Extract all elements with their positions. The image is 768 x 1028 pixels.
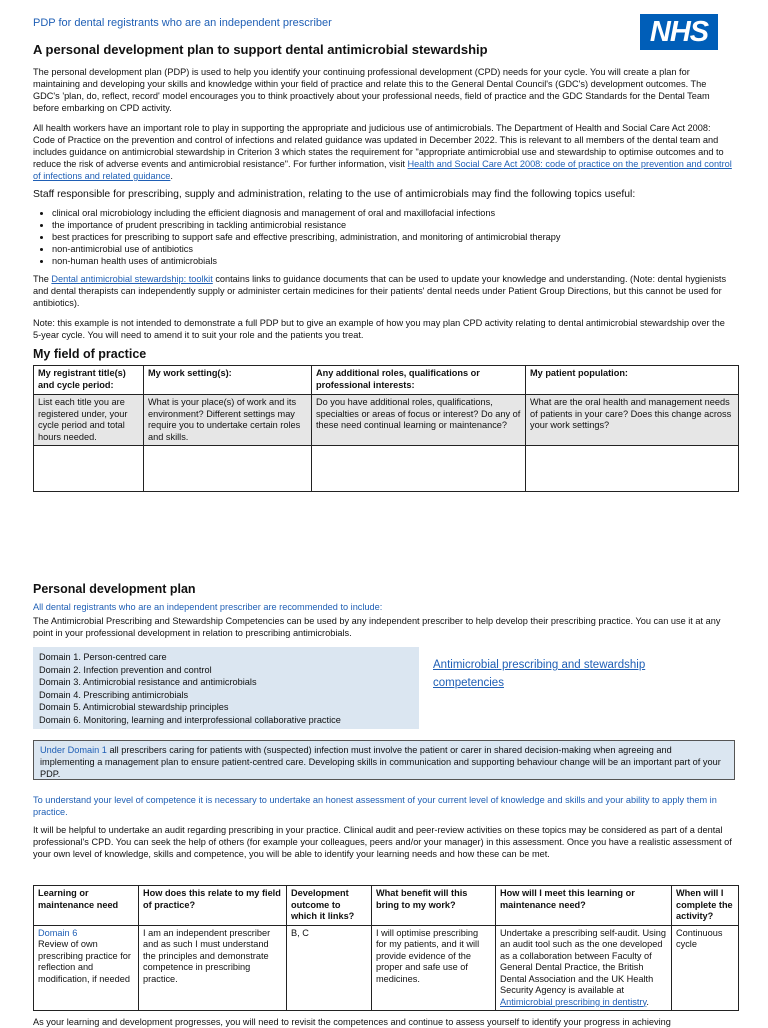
- entry-cell[interactable]: [526, 446, 739, 492]
- when-cell: Continuous cycle: [672, 925, 739, 1011]
- column-header: How will I meet this learning or maintenance need?: [496, 886, 672, 926]
- column-header: My work setting(s):: [144, 366, 312, 395]
- staff-topics-heading: Staff responsible for prescribing, supply and administration, relating to the use of antimicrobials may find the following topics useful:: [33, 189, 636, 200]
- list-item: • best practices for prescribing to support safe and effective prescribing, administration, and monitoring of antimicrobial therapy: [52, 231, 752, 243]
- intro-paragraph-pdp: The personal development plan (PDP) is used to help you identify your continuing professional development (CPD) needs for your cycle. You will create a plan for maintaining and developing your skills and knowledge within your field of practice and relate this to the General Dental Council's (GDC's) development outcomes. The GDC's 'plan, do, reflect, record' model encourages you to think proactively about your professional needs, field of practice and the GDC Standards for the Dental Team before embarking on CPD activity.: [33, 67, 710, 113]
- document-subtitle: PDP for dental registrants who are an independent prescriber: [33, 17, 332, 29]
- column-header: Any additional roles, qualifications or professional interests:: [312, 366, 526, 395]
- entry-cell[interactable]: [34, 446, 144, 492]
- domain-item: Domain 3. Antimicrobial resistance and antimicrobials: [39, 677, 257, 687]
- toolkit-paragraph: The Dental antimicrobial stewardship: toolkit contains links to guidance documents that can be used to update your knowledge and understanding. (Note: dental hygienists and dental therapists can independently supply or administer certain medicines for their patients' dental needs under Patient Group Directions, but this cannot be used for antibiotics).: [33, 274, 727, 308]
- outcome-cell: B, C: [287, 925, 372, 1011]
- relate-cell: I am an independent prescriber and as such I must understand the principles and demonstrate competence in prescribing practice.: [139, 925, 287, 1011]
- domain-item: Domain 6. Monitoring, learning and interprofessional collaborative practice: [39, 714, 341, 725]
- column-header: Learning or maintenance need: [34, 886, 139, 926]
- column-header: What benefit will this bring to my work?: [372, 886, 496, 926]
- entry-cell[interactable]: [144, 446, 312, 492]
- list-item: • the importance of prudent prescribing in tackling antimicrobial resistance: [52, 219, 752, 231]
- intro-paragraph-act: All health workers have an important role to play in supporting the appropriate and judicious use of antimicrobials. The Department of Health and Social Care Act 2008: Code of Practice on the prevention and control of infections and related guidance was updated in December 2022. This is relevant to all members of the dental team and includes guidance on antimicrobial stewardship in Criterion 3 which states the requirement for "appropriate antimicrobial use and stewardship to optimise outcomes and to reduce the risk of adverse events and antimicrobial resistance". For further information, visit Health and Social Care Act 2008: code of practice on the prevention and control of infections and related guidance.: [33, 123, 732, 181]
- plan-table: [33, 885, 739, 1011]
- column-header: When will I complete the activity?: [672, 886, 739, 926]
- assessment-text: To understand your level of competence it is necessary to undertake an honest assessment of your current level of knowledge and skills and your ability to apply them in practice.: [33, 795, 717, 817]
- recommend-text: All dental registrants who are an independent prescriber are recommended to include:: [33, 602, 383, 612]
- entry-cell[interactable]: [312, 446, 526, 492]
- column-header: My registrant title(s) and cycle period:: [34, 366, 144, 395]
- column-header: Development outcome to which it links?: [287, 886, 372, 926]
- domain-item: Domain 5. Antimicrobial stewardship principles: [39, 702, 229, 712]
- audit-paragraph: It will be helpful to undertake an audit regarding prescribing in your practice. Clinical audit and peer-review activities on these topics may be considered as part of a dental professional's CPD. You can seek the help of others (for example your colleagues, peers and/or your manager) in this assessment. Once you have a realistic assessment of your own level of knowledge, skills and competence, you will be able to identify your learning needs and how these can be met.: [33, 825, 732, 859]
- domain1-box: Under Domain 1 all prescribers caring for patients with (suspected) infection must involve the patient or carer in shared decision-making when agreeing and implementing a management plan to ensure patient-centred care. Developing skills in communication and supporting behaviour change will be an important part of your PDP.: [33, 740, 735, 780]
- toolkit-link[interactable]: Dental antimicrobial stewardship: toolkit: [51, 274, 213, 284]
- act-text: All health workers have an important role to play in supporting the appropriate and judicious use of antimicrobials. The Department of Health and Social Care Act 2008: Code of Practice on the prevention and control of infections and related guidance was updated in December 2022. This is relevant to all members of the dental team and includes guidance on antimicrobial stewardship in Criterion 3 which states the requirement for "appropriate antimicrobial use and stewardship to optimise outcomes and to reduce the risk of adverse events and antimicrobial resistance". For further information, visit: [33, 123, 724, 169]
- nhs-logo: NHS: [640, 14, 718, 50]
- need-cell: Domain 6 Review of own prescribing practice for reflection and modification, if needed: [34, 925, 139, 1011]
- column-header: How does this relate to my field of practice?: [139, 886, 287, 926]
- field-of-practice-table: [33, 365, 739, 492]
- list-item: • non-human health uses of antimicrobials: [52, 255, 752, 267]
- domains-box: [33, 647, 419, 729]
- dentistry-link[interactable]: Antimicrobial prescribing in dentistry: [500, 996, 647, 1007]
- prompt-cell: What are the oral health and management needs of patients in your care? Does this change across your work settings?: [526, 395, 739, 446]
- pdp-heading: Personal development plan: [33, 582, 196, 596]
- domain1-link[interactable]: Under Domain 1: [40, 745, 107, 755]
- footer-text: As your learning and development progresses, you will need to revisit the competences and continue to assess yourself to identify your progress in achieving: [33, 1017, 671, 1027]
- topics-list: [18, 207, 752, 267]
- domain-item: Domain 4. Prescribing antimicrobials: [39, 689, 189, 700]
- prompt-cell: What is your place(s) of work and its environment? Different settings may require you to undertake certain roles and skills.: [144, 395, 312, 446]
- prompt-cell: Do you have additional roles, qualifications, specialties or areas of focus or interest? Do any of these need continual learning or maintenance?: [312, 395, 526, 446]
- benefit-cell: I will optimise prescribing for my patients, and it will provide evidence of the proper and safe use of medicines.: [372, 925, 496, 1011]
- note-paragraph: Note: this example is not intended to demonstrate a full PDP but to give an example of how you may plan CPD activity relating to dental antimicrobial stewardship over the 5-year cycle. You will need to amend it to suit your role and the patients you treat.: [33, 318, 725, 340]
- field-heading: My field of practice: [33, 347, 147, 361]
- list-item: • clinical oral microbiology including the efficient diagnosis and management of oral and maxillofacial infections: [52, 207, 752, 219]
- list-item: • non-antimicrobial use of antibiotics: [52, 243, 752, 255]
- prompt-cell: List each title you are registered under, your cycle period and total hours needed.: [34, 395, 144, 446]
- domain6-link[interactable]: Domain 6: [38, 927, 78, 938]
- meet-cell: Undertake a prescribing self-audit. Using an audit tool such as the one developed as a collaboration between Faculty of General Dental Practice, the British Dental Association and the UK Health Security Agency is available at Antimicrobial prescribing in dentistry.: [496, 925, 672, 1011]
- column-header: My patient population:: [526, 366, 739, 395]
- competencies-paragraph: The Antimicrobial Prescribing and Stewardship Competencies can be used by any independent prescriber to help develop their prescribing practice. You can use it at any point in your professional development in relation to prescribing antimicrobials.: [33, 616, 721, 638]
- page-title: A personal development plan to support dental antimicrobial stewardship: [33, 42, 488, 57]
- table-row: [34, 925, 739, 1011]
- domain-item: Domain 1. Person-centred care: [39, 652, 167, 662]
- act-guidance-link[interactable]: Health and Social Care Act 2008: code of practice on the prevention and control of infections and related guidance: [33, 159, 732, 181]
- domain-item: Domain 2. Infection prevention and control: [39, 664, 212, 675]
- competencies-link[interactable]: Antimicrobial prescribing and stewardship competencies: [433, 659, 646, 689]
